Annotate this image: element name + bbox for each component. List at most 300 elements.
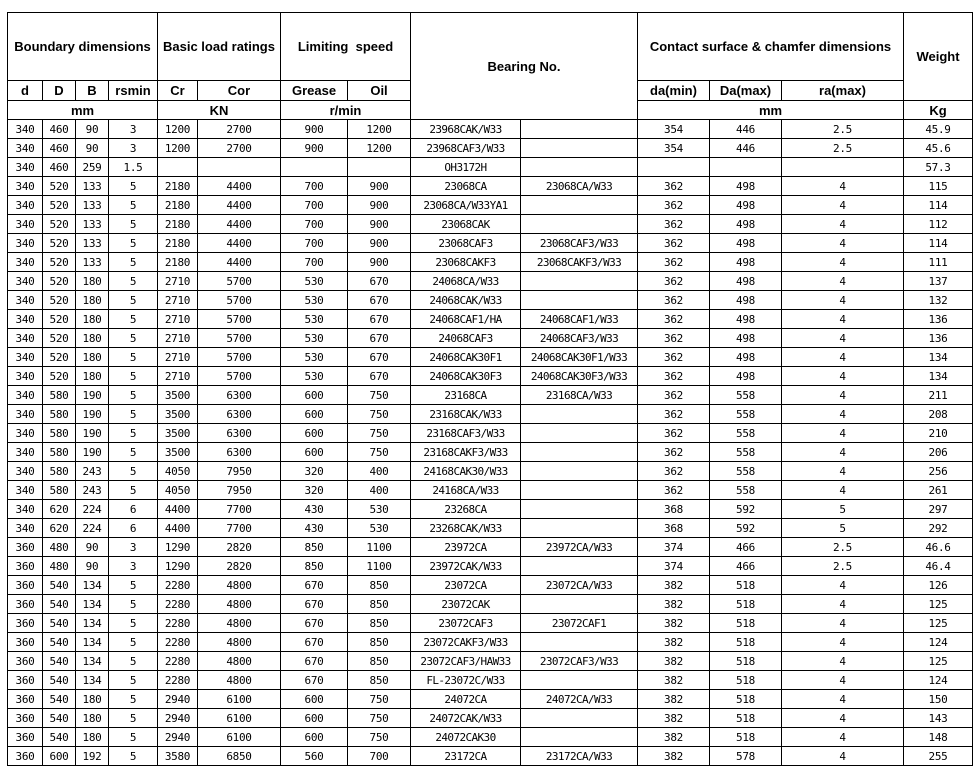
cell-rsmin: 5	[109, 291, 158, 310]
cell-bearing-no: 23068CAK	[411, 215, 521, 234]
cell-da-min: 362	[638, 367, 710, 386]
cell-bearing-no: 24072CAK30	[411, 728, 521, 747]
cell-grease: 560	[281, 747, 348, 766]
cell-weight: 46.4	[904, 557, 973, 576]
cell-d: 340	[8, 272, 43, 291]
cell-ra-max: 4	[782, 215, 904, 234]
cell-oil: 700	[348, 747, 411, 766]
cell-weight: 143	[904, 709, 973, 728]
cell-da-min: 362	[638, 177, 710, 196]
cell-weight: 124	[904, 671, 973, 690]
cell-B: 224	[76, 500, 109, 519]
cell-d: 340	[8, 500, 43, 519]
cell-cr: 3500	[158, 443, 198, 462]
cell-ra-max: 4	[782, 310, 904, 329]
cell-oil: 1200	[348, 139, 411, 158]
cell-B: 180	[76, 728, 109, 747]
cell-ra-max: 4	[782, 367, 904, 386]
header-limiting-speed: Limiting speed	[281, 13, 411, 81]
cell-weight: 124	[904, 633, 973, 652]
cell-da-min: 382	[638, 614, 710, 633]
cell-cor	[198, 158, 281, 177]
cell-D: 540	[43, 652, 76, 671]
cell-oil: 900	[348, 196, 411, 215]
table-row	[8, 367, 973, 386]
subheader-ra-max: ra(max)	[782, 81, 904, 101]
cell-bearing-alt	[521, 633, 638, 652]
cell-D: 520	[43, 196, 76, 215]
cell-bearing-alt: 23172CA/W33	[521, 747, 638, 766]
cell-d: 360	[8, 747, 43, 766]
cell-d: 340	[8, 348, 43, 367]
cell-bearing-alt	[521, 481, 638, 500]
cell-oil: 850	[348, 614, 411, 633]
cell-da-min: 354	[638, 139, 710, 158]
cell-cor: 4800	[198, 614, 281, 633]
table-row	[8, 614, 973, 633]
cell-grease: 320	[281, 481, 348, 500]
cell-cor: 5700	[198, 329, 281, 348]
cell-weight: 136	[904, 329, 973, 348]
cell-cor: 6300	[198, 443, 281, 462]
cell-weight: 125	[904, 652, 973, 671]
cell-B: 180	[76, 367, 109, 386]
cell-oil: 900	[348, 234, 411, 253]
cell-da-min: 382	[638, 709, 710, 728]
cell-D: 460	[43, 120, 76, 139]
header-bearing-no: Bearing No.	[411, 13, 638, 120]
cell-D: 520	[43, 367, 76, 386]
cell-B: 133	[76, 253, 109, 272]
cell-cor: 4400	[198, 177, 281, 196]
cell-cor: 4800	[198, 652, 281, 671]
cell-B: 243	[76, 481, 109, 500]
cell-oil: 670	[348, 367, 411, 386]
cell-d: 360	[8, 728, 43, 747]
subheader-D: D	[43, 81, 76, 101]
cell-oil: 670	[348, 310, 411, 329]
cell-d: 360	[8, 538, 43, 557]
cell-Da-max: 518	[710, 576, 782, 595]
cell-ra-max: 4	[782, 728, 904, 747]
cell-cr: 2710	[158, 367, 198, 386]
cell-D: 540	[43, 671, 76, 690]
cell-oil: 670	[348, 348, 411, 367]
cell-d: 340	[8, 367, 43, 386]
cell-bearing-no: 23972CAK/W33	[411, 557, 521, 576]
cell-bearing-alt: 24068CAF3/W33	[521, 329, 638, 348]
cell-d: 360	[8, 671, 43, 690]
cell-weight: 126	[904, 576, 973, 595]
cell-cr: 4400	[158, 519, 198, 538]
cell-ra-max: 4	[782, 633, 904, 652]
cell-da-min: 362	[638, 443, 710, 462]
cell-rsmin: 5	[109, 595, 158, 614]
cell-bearing-no: 23168CA	[411, 386, 521, 405]
cell-weight: 57.3	[904, 158, 973, 177]
table-row	[8, 177, 973, 196]
cell-Da-max: 466	[710, 538, 782, 557]
cell-bearing-no: FL-23072C/W33	[411, 671, 521, 690]
cell-rsmin: 3	[109, 139, 158, 158]
cell-bearing-no: 24072CA	[411, 690, 521, 709]
cell-rsmin: 5	[109, 633, 158, 652]
cell-grease: 670	[281, 671, 348, 690]
cell-Da-max: 518	[710, 614, 782, 633]
cell-B: 133	[76, 234, 109, 253]
cell-grease: 600	[281, 424, 348, 443]
table-row	[8, 690, 973, 709]
cell-da-min: 362	[638, 462, 710, 481]
cell-cor: 6300	[198, 405, 281, 424]
table-row	[8, 538, 973, 557]
cell-rsmin: 6	[109, 500, 158, 519]
cell-cor: 2820	[198, 538, 281, 557]
cell-cr: 2940	[158, 709, 198, 728]
cell-cor: 7950	[198, 481, 281, 500]
cell-D: 520	[43, 234, 76, 253]
cell-bearing-alt: 23068CA/W33	[521, 177, 638, 196]
cell-weight: 115	[904, 177, 973, 196]
cell-rsmin: 5	[109, 367, 158, 386]
cell-da-min: 374	[638, 538, 710, 557]
cell-grease: 670	[281, 595, 348, 614]
cell-bearing-no: 23168CAK/W33	[411, 405, 521, 424]
cell-grease: 700	[281, 177, 348, 196]
unit-kn: KN	[158, 101, 281, 120]
cell-D: 520	[43, 291, 76, 310]
cell-bearing-alt: 23072CAF1	[521, 614, 638, 633]
cell-cr: 2280	[158, 595, 198, 614]
cell-ra-max: 4	[782, 576, 904, 595]
cell-weight: 255	[904, 747, 973, 766]
table-row	[8, 272, 973, 291]
cell-B: 90	[76, 538, 109, 557]
cell-cor: 5700	[198, 310, 281, 329]
cell-d: 340	[8, 405, 43, 424]
cell-bearing-no: 23068CA/W33YA1	[411, 196, 521, 215]
unit-rpm: r/min	[281, 101, 411, 120]
cell-oil: 750	[348, 386, 411, 405]
cell-cr: 2280	[158, 671, 198, 690]
cell-da-min: 374	[638, 557, 710, 576]
cell-grease: 530	[281, 310, 348, 329]
cell-D: 540	[43, 728, 76, 747]
cell-ra-max: 4	[782, 690, 904, 709]
cell-weight: 46.6	[904, 538, 973, 557]
cell-d: 340	[8, 177, 43, 196]
cell-bearing-alt: 23068CAKF3/W33	[521, 253, 638, 272]
cell-cor: 2700	[198, 120, 281, 139]
cell-cor: 4800	[198, 576, 281, 595]
cell-Da-max: 558	[710, 424, 782, 443]
table-row	[8, 576, 973, 595]
cell-bearing-no: 24068CAK/W33	[411, 291, 521, 310]
cell-bearing-alt: 24068CAK30F1/W33	[521, 348, 638, 367]
cell-weight: 297	[904, 500, 973, 519]
cell-da-min: 382	[638, 747, 710, 766]
cell-D: 620	[43, 500, 76, 519]
cell-B: 133	[76, 177, 109, 196]
cell-bearing-alt: 24068CAF1/W33	[521, 310, 638, 329]
cell-rsmin: 5	[109, 272, 158, 291]
subheader-Da-max: Da(max)	[710, 81, 782, 101]
cell-da-min: 382	[638, 595, 710, 614]
table-row	[8, 348, 973, 367]
cell-grease: 670	[281, 614, 348, 633]
cell-Da-max: 498	[710, 234, 782, 253]
table-row	[8, 747, 973, 766]
cell-weight: 114	[904, 234, 973, 253]
table-row	[8, 196, 973, 215]
cell-da-min: 382	[638, 652, 710, 671]
cell-cr: 1200	[158, 120, 198, 139]
cell-Da-max: 446	[710, 120, 782, 139]
cell-oil: 1100	[348, 538, 411, 557]
cell-Da-max: 592	[710, 500, 782, 519]
cell-Da-max: 518	[710, 633, 782, 652]
cell-B: 190	[76, 405, 109, 424]
cell-cr: 2280	[158, 614, 198, 633]
cell-da-min: 382	[638, 633, 710, 652]
cell-grease: 900	[281, 120, 348, 139]
cell-oil: 670	[348, 272, 411, 291]
cell-D: 540	[43, 614, 76, 633]
cell-da-min: 354	[638, 120, 710, 139]
table-row	[8, 595, 973, 614]
cell-rsmin: 5	[109, 215, 158, 234]
cell-B: 224	[76, 519, 109, 538]
cell-bearing-alt	[521, 291, 638, 310]
cell-oil: 400	[348, 481, 411, 500]
cell-Da-max: 498	[710, 253, 782, 272]
cell-B: 180	[76, 690, 109, 709]
cell-bearing-alt	[521, 443, 638, 462]
cell-weight: 45.9	[904, 120, 973, 139]
cell-ra-max: 4	[782, 481, 904, 500]
cell-bearing-alt	[521, 519, 638, 538]
cell-cor: 4400	[198, 253, 281, 272]
cell-cor: 6850	[198, 747, 281, 766]
table-row	[8, 386, 973, 405]
cell-cr	[158, 158, 198, 177]
cell-D: 600	[43, 747, 76, 766]
cell-cor: 6300	[198, 424, 281, 443]
cell-rsmin: 5	[109, 690, 158, 709]
cell-bearing-alt	[521, 196, 638, 215]
cell-B: 90	[76, 557, 109, 576]
cell-weight: 132	[904, 291, 973, 310]
cell-da-min: 362	[638, 196, 710, 215]
table-row	[8, 215, 973, 234]
cell-Da-max	[710, 158, 782, 177]
cell-bearing-alt: 23068CAF3/W33	[521, 234, 638, 253]
cell-cor: 6100	[198, 709, 281, 728]
cell-D: 620	[43, 519, 76, 538]
subheader-da-min: da(min)	[638, 81, 710, 101]
cell-bearing-alt	[521, 272, 638, 291]
cell-d: 340	[8, 424, 43, 443]
cell-oil: 750	[348, 424, 411, 443]
cell-ra-max	[782, 158, 904, 177]
cell-B: 90	[76, 139, 109, 158]
cell-rsmin: 5	[109, 462, 158, 481]
cell-cor: 5700	[198, 291, 281, 310]
cell-oil: 900	[348, 215, 411, 234]
cell-d: 340	[8, 329, 43, 348]
cell-d: 340	[8, 386, 43, 405]
cell-Da-max: 518	[710, 690, 782, 709]
cell-B: 134	[76, 614, 109, 633]
cell-ra-max: 2.5	[782, 538, 904, 557]
cell-d: 360	[8, 709, 43, 728]
cell-rsmin: 5	[109, 253, 158, 272]
cell-D: 520	[43, 310, 76, 329]
cell-bearing-alt	[521, 405, 638, 424]
cell-bearing-no: 24068CA/W33	[411, 272, 521, 291]
cell-weight: 134	[904, 348, 973, 367]
subheader-grease: Grease	[281, 81, 348, 101]
cell-grease: 600	[281, 709, 348, 728]
cell-oil: 1200	[348, 120, 411, 139]
cell-cor: 6100	[198, 728, 281, 747]
cell-B: 133	[76, 215, 109, 234]
table-row	[8, 310, 973, 329]
cell-bearing-alt	[521, 424, 638, 443]
cell-B: 243	[76, 462, 109, 481]
cell-da-min: 362	[638, 386, 710, 405]
cell-d: 360	[8, 576, 43, 595]
cell-rsmin: 5	[109, 747, 158, 766]
table-row	[8, 709, 973, 728]
cell-ra-max: 4	[782, 652, 904, 671]
cell-oil: 530	[348, 500, 411, 519]
cell-grease: 700	[281, 253, 348, 272]
unit-mm-boundary: mm	[8, 101, 158, 120]
table-row	[8, 291, 973, 310]
cell-Da-max: 518	[710, 728, 782, 747]
cell-grease: 320	[281, 462, 348, 481]
cell-ra-max: 4	[782, 424, 904, 443]
cell-da-min: 382	[638, 671, 710, 690]
cell-rsmin: 5	[109, 576, 158, 595]
table-row	[8, 633, 973, 652]
cell-Da-max: 592	[710, 519, 782, 538]
cell-da-min: 362	[638, 291, 710, 310]
cell-D: 520	[43, 253, 76, 272]
cell-ra-max: 4	[782, 671, 904, 690]
cell-D: 540	[43, 576, 76, 595]
cell-grease: 700	[281, 196, 348, 215]
cell-da-min: 368	[638, 500, 710, 519]
subheader-cor: Cor	[198, 81, 281, 101]
cell-d: 360	[8, 652, 43, 671]
cell-oil: 750	[348, 690, 411, 709]
cell-ra-max: 2.5	[782, 120, 904, 139]
cell-d: 340	[8, 215, 43, 234]
cell-da-min: 362	[638, 310, 710, 329]
cell-grease: 600	[281, 405, 348, 424]
cell-bearing-alt: 23972CA/W33	[521, 538, 638, 557]
cell-d: 340	[8, 253, 43, 272]
cell-cor: 6100	[198, 690, 281, 709]
cell-ra-max: 4	[782, 709, 904, 728]
table-row	[8, 253, 973, 272]
cell-rsmin: 3	[109, 557, 158, 576]
cell-d: 340	[8, 291, 43, 310]
cell-cr: 2280	[158, 576, 198, 595]
cell-d: 340	[8, 443, 43, 462]
cell-bearing-alt	[521, 728, 638, 747]
cell-bearing-no: 23072CAF3	[411, 614, 521, 633]
cell-D: 520	[43, 348, 76, 367]
cell-bearing-no: 23168CAF3/W33	[411, 424, 521, 443]
cell-B: 180	[76, 291, 109, 310]
table-row	[8, 652, 973, 671]
cell-bearing-alt	[521, 671, 638, 690]
cell-weight: 210	[904, 424, 973, 443]
cell-cr: 3500	[158, 424, 198, 443]
cell-oil: 1100	[348, 557, 411, 576]
cell-B: 180	[76, 310, 109, 329]
cell-Da-max: 558	[710, 481, 782, 500]
cell-rsmin: 3	[109, 538, 158, 557]
cell-da-min: 362	[638, 424, 710, 443]
cell-da-min: 362	[638, 481, 710, 500]
cell-oil: 670	[348, 329, 411, 348]
cell-cor: 5700	[198, 367, 281, 386]
cell-ra-max: 5	[782, 500, 904, 519]
cell-rsmin: 5	[109, 671, 158, 690]
cell-oil: 850	[348, 671, 411, 690]
cell-bearing-alt: 24068CAK30F3/W33	[521, 367, 638, 386]
cell-B: 133	[76, 196, 109, 215]
cell-bearing-no: 24068CAF3	[411, 329, 521, 348]
cell-d: 340	[8, 120, 43, 139]
cell-Da-max: 466	[710, 557, 782, 576]
unit-mm-contact: mm	[638, 101, 904, 120]
cell-cr: 1200	[158, 139, 198, 158]
subheader-cr: Cr	[158, 81, 198, 101]
cell-oil: 750	[348, 405, 411, 424]
cell-bearing-no: OH3172H	[411, 158, 521, 177]
cell-ra-max: 4	[782, 196, 904, 215]
table-row	[8, 424, 973, 443]
cell-cr: 2710	[158, 329, 198, 348]
cell-bearing-no: 23968CAF3/W33	[411, 139, 521, 158]
cell-grease: 670	[281, 576, 348, 595]
cell-weight: 125	[904, 595, 973, 614]
cell-bearing-no: 24068CAK30F1	[411, 348, 521, 367]
cell-grease: 530	[281, 272, 348, 291]
cell-weight: 111	[904, 253, 973, 272]
cell-B: 180	[76, 348, 109, 367]
cell-da-min: 362	[638, 405, 710, 424]
cell-D: 580	[43, 386, 76, 405]
cell-da-min: 382	[638, 576, 710, 595]
cell-weight: 114	[904, 196, 973, 215]
cell-rsmin: 5	[109, 709, 158, 728]
table-row	[8, 500, 973, 519]
cell-Da-max: 498	[710, 329, 782, 348]
cell-weight: 211	[904, 386, 973, 405]
cell-grease: 430	[281, 500, 348, 519]
cell-bearing-alt: 23168CA/W33	[521, 386, 638, 405]
cell-bearing-alt: 23072CA/W33	[521, 576, 638, 595]
cell-bearing-no: 23172CA	[411, 747, 521, 766]
cell-bearing-no: 23068CAKF3	[411, 253, 521, 272]
cell-rsmin: 5	[109, 348, 158, 367]
